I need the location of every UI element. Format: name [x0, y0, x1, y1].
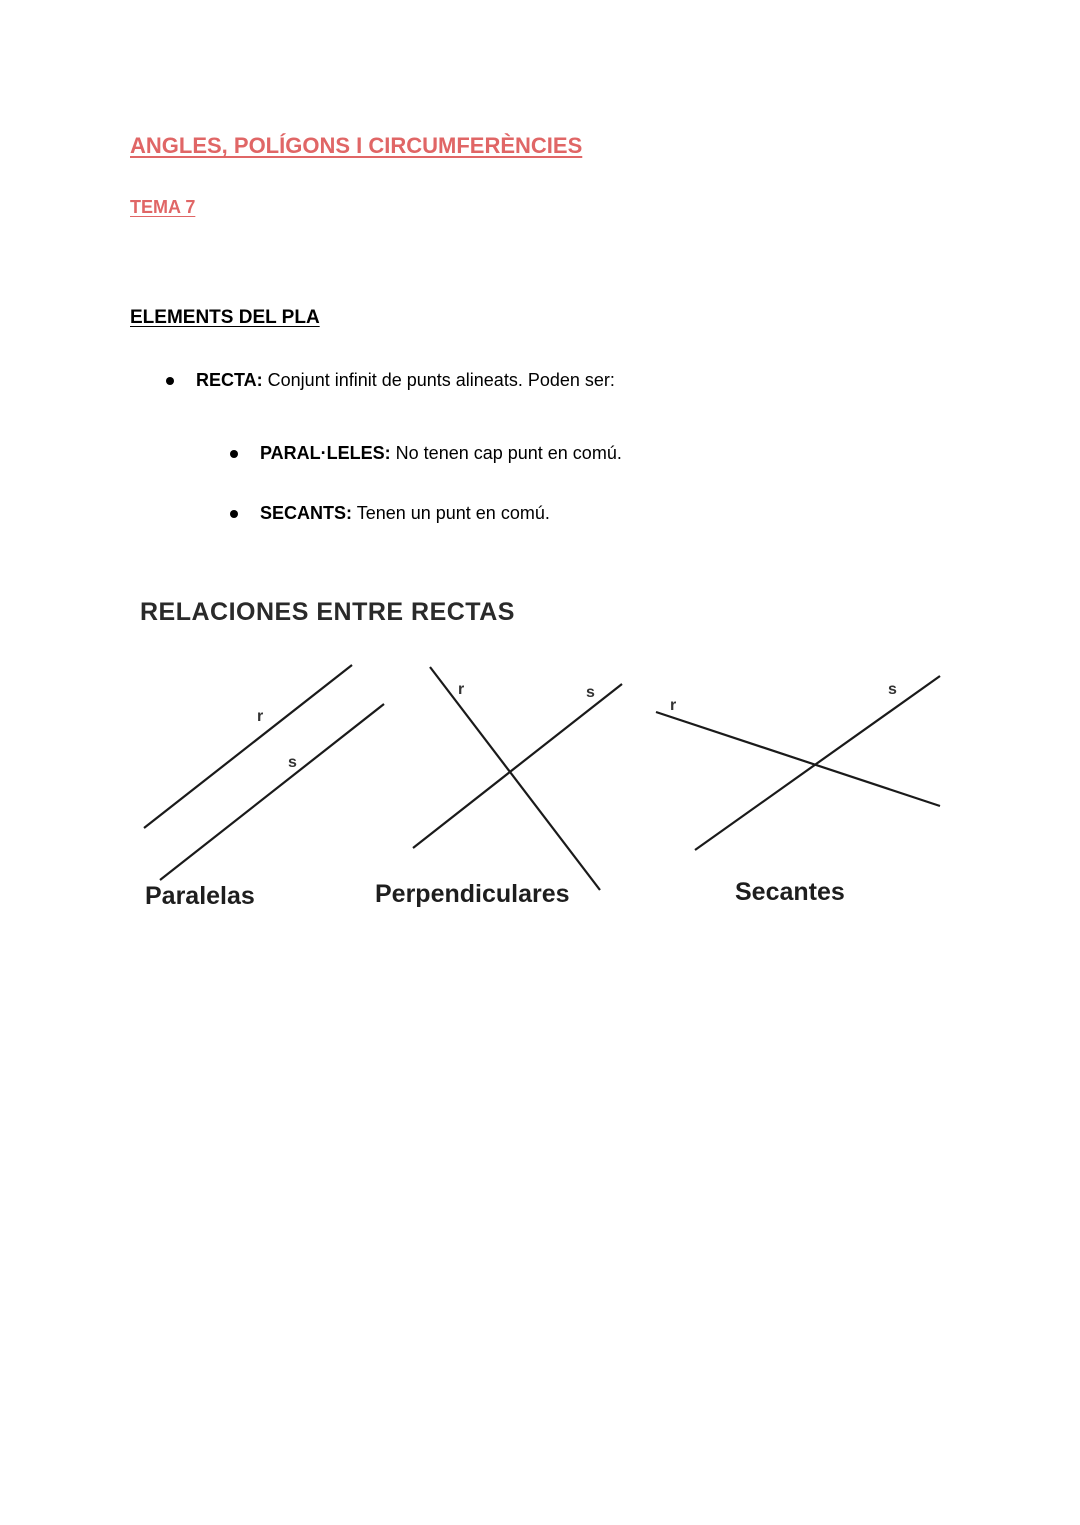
bullet-dot-icon: [166, 377, 174, 385]
bullet-item-recta: [166, 370, 615, 391]
label-s: s: [586, 684, 595, 701]
caption-parallel: Paralelas: [145, 882, 255, 910]
figure-title: RELACIONES ENTRE RECTAS: [140, 598, 515, 626]
bullet-term: RECTA:: [196, 370, 263, 390]
caption-secant: Secantes: [735, 878, 845, 906]
line-s: [695, 676, 940, 850]
line-r: [656, 712, 940, 806]
section-heading: ELEMENTS DEL PLA: [130, 307, 320, 328]
bullet-dot-icon: [230, 450, 238, 458]
panel-perpendicular: [413, 667, 622, 890]
label-r: r: [257, 708, 264, 725]
lines-relations-figure: [130, 590, 950, 930]
bullet-term: SECANTS:: [260, 503, 353, 523]
document-subtitle: TEMA 7: [130, 197, 196, 217]
caption-perpendicular: Perpendiculares: [375, 880, 570, 908]
line-s: [160, 704, 384, 880]
label-r: r: [458, 681, 465, 698]
line-r: [430, 667, 600, 890]
line-r: [144, 665, 352, 828]
bullet-text: Conjunt infinit de punts alineats. Poden ser:: [262, 370, 615, 390]
bullet-item-paralleles: [230, 443, 622, 464]
bullet-text: No tenen cap punt en comú.: [390, 443, 622, 463]
bullet-dot-icon: [230, 510, 238, 518]
panel-secant: [656, 676, 940, 850]
bullet-term: PARAL·LELES:: [260, 443, 391, 463]
bullet-item-secants: [230, 503, 550, 524]
label-r: r: [670, 697, 677, 714]
bullet-text: Tenen un punt en comú.: [352, 503, 550, 523]
label-s: s: [888, 681, 897, 698]
line-s: [413, 684, 622, 848]
panel-parallel: [144, 665, 384, 880]
document-title: ANGLES, POLÍGONS I CIRCUMFERÈNCIES: [130, 133, 583, 158]
label-s: s: [288, 754, 297, 771]
